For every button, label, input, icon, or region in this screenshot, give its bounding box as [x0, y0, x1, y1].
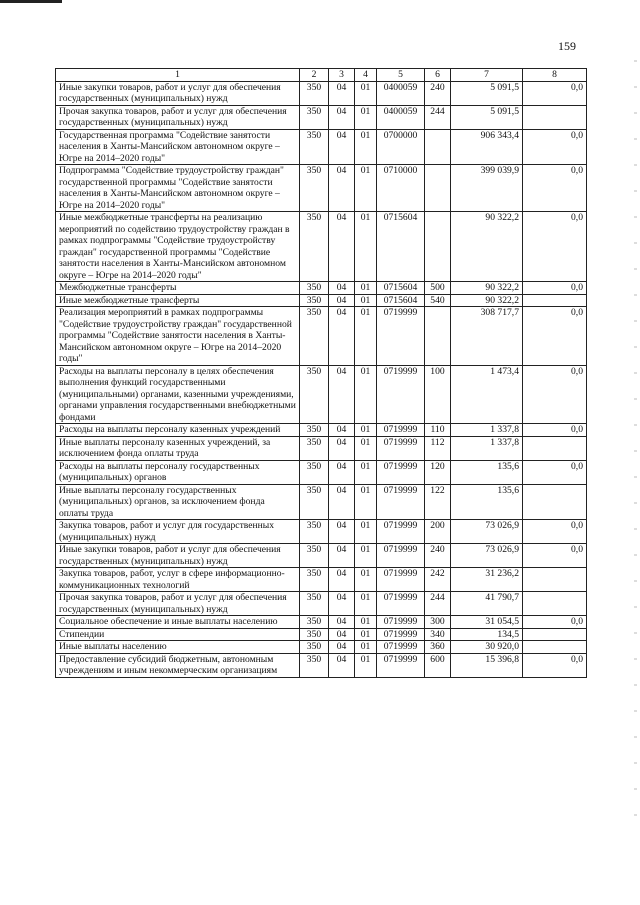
cell-target-article-code: 0715604: [377, 282, 425, 295]
table-row: [56, 165, 587, 212]
cell-admin-code: 350: [300, 212, 329, 282]
table-row: [56, 129, 587, 165]
column-header: 6: [425, 69, 451, 82]
cell-row-name: Реализация мероприятий в рамках подпрограммы "Содействие трудоустройству граждан" государственной программы "Содействие занятости населения в Ханты-Мансийском автономном округе – Югре на 2014–2020 годы": [56, 307, 300, 366]
cell-subsection-code: 01: [355, 544, 377, 568]
cell-subsection-code: 01: [355, 81, 377, 105]
cell-target-article-code: 0719999: [377, 616, 425, 629]
cell-expense-type-code: 240: [425, 81, 451, 105]
cell-subsection-code: 01: [355, 307, 377, 366]
column-header: 4: [355, 69, 377, 82]
cell-admin-code: 350: [300, 105, 329, 129]
cell-subsection-code: 01: [355, 105, 377, 129]
cell-section-code: 04: [329, 653, 355, 677]
cell-row-name: Прочая закупка товаров, работ и услуг для обеспечения государственных (муниципальных) нужд: [56, 105, 300, 129]
cell-section-code: 04: [329, 365, 355, 424]
cell-amount: 73 026,9: [451, 544, 523, 568]
cell-row-name: Иные выплаты персоналу государственных (муниципальных) органов, за исключением фонда оплаты труда: [56, 484, 300, 520]
cell-section-code: 04: [329, 460, 355, 484]
cell-section-code: 04: [329, 520, 355, 544]
cell-row-name: Расходы на выплаты персоналу казенных учреждений: [56, 424, 300, 437]
cell-section-code: 04: [329, 307, 355, 366]
table-row: [56, 653, 587, 677]
cell-amount: 308 717,7: [451, 307, 523, 366]
cell-section-code: 04: [329, 212, 355, 282]
cell-row-name: Социальное обеспечение и иные выплаты населению: [56, 616, 300, 629]
cell-row-name: Подпрограмма "Содействие трудоустройству граждан" государственной программы "Содействие занятости населения в Ханты-Мансийском автономном округе – Югре на 2014–2020 годы": [56, 165, 300, 212]
cell-row-name: Расходы на выплаты персоналу государственных (муниципальных) органов: [56, 460, 300, 484]
cell-amount: 906 343,4: [451, 129, 523, 165]
cell-amount: 134,5: [451, 628, 523, 641]
cell-target-article-code: 0715604: [377, 212, 425, 282]
cell-amount: 5 091,5: [451, 81, 523, 105]
cell-amount: 31 054,5: [451, 616, 523, 629]
cell-amount-secondary: 0,0: [523, 81, 587, 105]
cell-subsection-code: 01: [355, 592, 377, 616]
cell-subsection-code: 01: [355, 129, 377, 165]
cell-admin-code: 350: [300, 424, 329, 437]
cell-section-code: 04: [329, 544, 355, 568]
cell-subsection-code: 01: [355, 628, 377, 641]
cell-row-name: Иные выплаты персоналу казенных учреждений, за исключением фонда оплаты труда: [56, 436, 300, 460]
cell-expense-type-code: [425, 212, 451, 282]
cell-admin-code: 350: [300, 307, 329, 366]
table-row: [56, 628, 587, 641]
cell-subsection-code: 01: [355, 520, 377, 544]
cell-section-code: 04: [329, 165, 355, 212]
cell-section-code: 04: [329, 105, 355, 129]
cell-target-article-code: 0719999: [377, 484, 425, 520]
cell-target-article-code: 0719999: [377, 307, 425, 366]
cell-expense-type-code: [425, 129, 451, 165]
table-row: [56, 436, 587, 460]
cell-section-code: 04: [329, 294, 355, 307]
table-row: [56, 568, 587, 592]
cell-expense-type-code: 360: [425, 641, 451, 654]
cell-amount-secondary: 0,0: [523, 520, 587, 544]
cell-subsection-code: 01: [355, 165, 377, 212]
table-row: [56, 616, 587, 629]
cell-subsection-code: 01: [355, 424, 377, 437]
cell-row-name: Иные закупки товаров, работ и услуг для обеспечения государственных (муниципальных) нужд: [56, 544, 300, 568]
scan-edge-marks: [634, 60, 637, 840]
cell-target-article-code: 0719999: [377, 365, 425, 424]
cell-target-article-code: 0719999: [377, 641, 425, 654]
table-row: [56, 592, 587, 616]
cell-expense-type-code: 242: [425, 568, 451, 592]
table-row: [56, 212, 587, 282]
cell-amount-secondary: 0,0: [523, 282, 587, 295]
table-row: [56, 641, 587, 654]
cell-admin-code: 350: [300, 81, 329, 105]
cell-admin-code: 350: [300, 653, 329, 677]
cell-section-code: 04: [329, 592, 355, 616]
budget-table: [55, 68, 587, 678]
cell-amount: 41 790,7: [451, 592, 523, 616]
table-row: [56, 307, 587, 366]
cell-expense-type-code: 110: [425, 424, 451, 437]
cell-row-name: Иные закупки товаров, работ и услуг для обеспечения государственных (муниципальных) нужд: [56, 81, 300, 105]
cell-target-article-code: 0719999: [377, 424, 425, 437]
cell-admin-code: 350: [300, 628, 329, 641]
cell-target-article-code: 0719999: [377, 460, 425, 484]
cell-amount-secondary: [523, 641, 587, 654]
cell-section-code: 04: [329, 129, 355, 165]
cell-expense-type-code: 340: [425, 628, 451, 641]
cell-amount: 1 337,8: [451, 436, 523, 460]
cell-amount-secondary: 0,0: [523, 424, 587, 437]
cell-target-article-code: 0400059: [377, 81, 425, 105]
cell-subsection-code: 01: [355, 436, 377, 460]
cell-expense-type-code: 244: [425, 592, 451, 616]
cell-subsection-code: 01: [355, 294, 377, 307]
cell-subsection-code: 01: [355, 568, 377, 592]
cell-amount: 1 337,8: [451, 424, 523, 437]
cell-section-code: 04: [329, 641, 355, 654]
table-row: [56, 460, 587, 484]
cell-section-code: 04: [329, 424, 355, 437]
cell-expense-type-code: [425, 165, 451, 212]
cell-amount-secondary: 0,0: [523, 365, 587, 424]
cell-amount: 90 322,2: [451, 282, 523, 295]
header-row: [56, 69, 587, 82]
cell-amount-secondary: [523, 105, 587, 129]
cell-admin-code: 350: [300, 616, 329, 629]
cell-section-code: 04: [329, 81, 355, 105]
cell-amount-secondary: 0,0: [523, 129, 587, 165]
cell-amount-secondary: [523, 628, 587, 641]
column-header: 1: [56, 69, 300, 82]
table-row: [56, 484, 587, 520]
cell-row-name: Иные выплаты населению: [56, 641, 300, 654]
cell-expense-type-code: 122: [425, 484, 451, 520]
cell-row-name: Иные межбюджетные трансферты: [56, 294, 300, 307]
table-row: [56, 282, 587, 295]
cell-row-name: Закупка товаров, работ, услуг в сфере информационно-коммуникационных технологий: [56, 568, 300, 592]
cell-expense-type-code: 120: [425, 460, 451, 484]
cell-expense-type-code: 240: [425, 544, 451, 568]
column-header: 3: [329, 69, 355, 82]
cell-row-name: Прочая закупка товаров, работ и услуг для обеспечения государственных (муниципальных) нужд: [56, 592, 300, 616]
table-row: [56, 520, 587, 544]
column-header: 5: [377, 69, 425, 82]
cell-amount-secondary: 0,0: [523, 653, 587, 677]
cell-amount-secondary: [523, 568, 587, 592]
cell-row-name: Закупка товаров, работ и услуг для государственных (муниципальных) нужд: [56, 520, 300, 544]
cell-expense-type-code: 500: [425, 282, 451, 295]
cell-amount: 135,6: [451, 460, 523, 484]
cell-amount: 399 039,9: [451, 165, 523, 212]
cell-subsection-code: 01: [355, 212, 377, 282]
cell-amount-secondary: 0,0: [523, 165, 587, 212]
cell-target-article-code: 0710000: [377, 165, 425, 212]
column-header: 7: [451, 69, 523, 82]
cell-amount-secondary: [523, 484, 587, 520]
cell-admin-code: 350: [300, 544, 329, 568]
cell-amount-secondary: 0,0: [523, 616, 587, 629]
cell-admin-code: 350: [300, 641, 329, 654]
cell-row-name: Иные межбюджетные трансферты на реализацию мероприятий по содействию трудоустройству граждан в рамках подпрограммы "Содействие трудоустройству граждан" государственной программы "Содействие занятости населения в Ханты-Мансийском автономном округе – Югре на 2014–2020 годы": [56, 212, 300, 282]
table-row: [56, 365, 587, 424]
cell-admin-code: 350: [300, 460, 329, 484]
cell-subsection-code: 01: [355, 653, 377, 677]
cell-target-article-code: 0719999: [377, 436, 425, 460]
cell-admin-code: 350: [300, 129, 329, 165]
cell-amount-secondary: 0,0: [523, 460, 587, 484]
cell-admin-code: 350: [300, 165, 329, 212]
cell-admin-code: 350: [300, 436, 329, 460]
cell-row-name: Государственная программа "Содействие занятости населения в Ханты-Мансийском автономном округе – Югре на 2014–2020 годы": [56, 129, 300, 165]
cell-amount: 90 322,2: [451, 294, 523, 307]
cell-admin-code: 350: [300, 365, 329, 424]
cell-amount-secondary: [523, 294, 587, 307]
column-header: 8: [523, 69, 587, 82]
cell-section-code: 04: [329, 282, 355, 295]
table-row: [56, 81, 587, 105]
cell-amount-secondary: [523, 592, 587, 616]
cell-row-name: Стипендии: [56, 628, 300, 641]
cell-row-name: Межбюджетные трансферты: [56, 282, 300, 295]
page-number: 159: [558, 39, 576, 53]
cell-target-article-code: 0719999: [377, 628, 425, 641]
cell-expense-type-code: 244: [425, 105, 451, 129]
cell-expense-type-code: 600: [425, 653, 451, 677]
column-header: 2: [300, 69, 329, 82]
cell-subsection-code: 01: [355, 641, 377, 654]
cell-section-code: 04: [329, 568, 355, 592]
cell-expense-type-code: 300: [425, 616, 451, 629]
table-row: [56, 544, 587, 568]
cell-amount-secondary: 0,0: [523, 212, 587, 282]
cell-amount: 1 473,4: [451, 365, 523, 424]
cell-target-article-code: 0700000: [377, 129, 425, 165]
cell-expense-type-code: [425, 307, 451, 366]
cell-target-article-code: 0719999: [377, 544, 425, 568]
cell-target-article-code: 0719999: [377, 568, 425, 592]
cell-admin-code: 350: [300, 484, 329, 520]
cell-amount-secondary: [523, 436, 587, 460]
cell-target-article-code: 0719999: [377, 592, 425, 616]
cell-target-article-code: 0715604: [377, 294, 425, 307]
cell-admin-code: 350: [300, 294, 329, 307]
cell-amount: 31 236,2: [451, 568, 523, 592]
cell-target-article-code: 0719999: [377, 520, 425, 544]
cell-subsection-code: 01: [355, 616, 377, 629]
cell-section-code: 04: [329, 436, 355, 460]
cell-row-name: Предоставление субсидий бюджетным, автономным учреждениям и иным некоммерческим организациям: [56, 653, 300, 677]
cell-amount: 15 396,8: [451, 653, 523, 677]
cell-amount-secondary: 0,0: [523, 544, 587, 568]
cell-subsection-code: 01: [355, 365, 377, 424]
cell-subsection-code: 01: [355, 460, 377, 484]
scan-top-mark: [0, 0, 62, 3]
cell-expense-type-code: 100: [425, 365, 451, 424]
cell-amount: 135,6: [451, 484, 523, 520]
table-row: [56, 424, 587, 437]
cell-section-code: 04: [329, 628, 355, 641]
cell-expense-type-code: 200: [425, 520, 451, 544]
cell-target-article-code: 0719999: [377, 653, 425, 677]
cell-expense-type-code: 112: [425, 436, 451, 460]
cell-subsection-code: 01: [355, 282, 377, 295]
table-row: [56, 105, 587, 129]
cell-section-code: 04: [329, 484, 355, 520]
cell-admin-code: 350: [300, 592, 329, 616]
cell-admin-code: 350: [300, 568, 329, 592]
cell-amount: 73 026,9: [451, 520, 523, 544]
cell-admin-code: 350: [300, 282, 329, 295]
cell-target-article-code: 0400059: [377, 105, 425, 129]
cell-admin-code: 350: [300, 520, 329, 544]
cell-amount: 90 322,2: [451, 212, 523, 282]
cell-expense-type-code: 540: [425, 294, 451, 307]
table-row: [56, 294, 587, 307]
cell-amount-secondary: 0,0: [523, 307, 587, 366]
cell-amount: 30 920,0: [451, 641, 523, 654]
cell-row-name: Расходы на выплаты персоналу в целях обеспечения выполнения функций государственными (муниципальными) органами, казенными учреждениями, органами управления государственными внебюджетными фондами: [56, 365, 300, 424]
cell-amount: 5 091,5: [451, 105, 523, 129]
cell-section-code: 04: [329, 616, 355, 629]
cell-subsection-code: 01: [355, 484, 377, 520]
